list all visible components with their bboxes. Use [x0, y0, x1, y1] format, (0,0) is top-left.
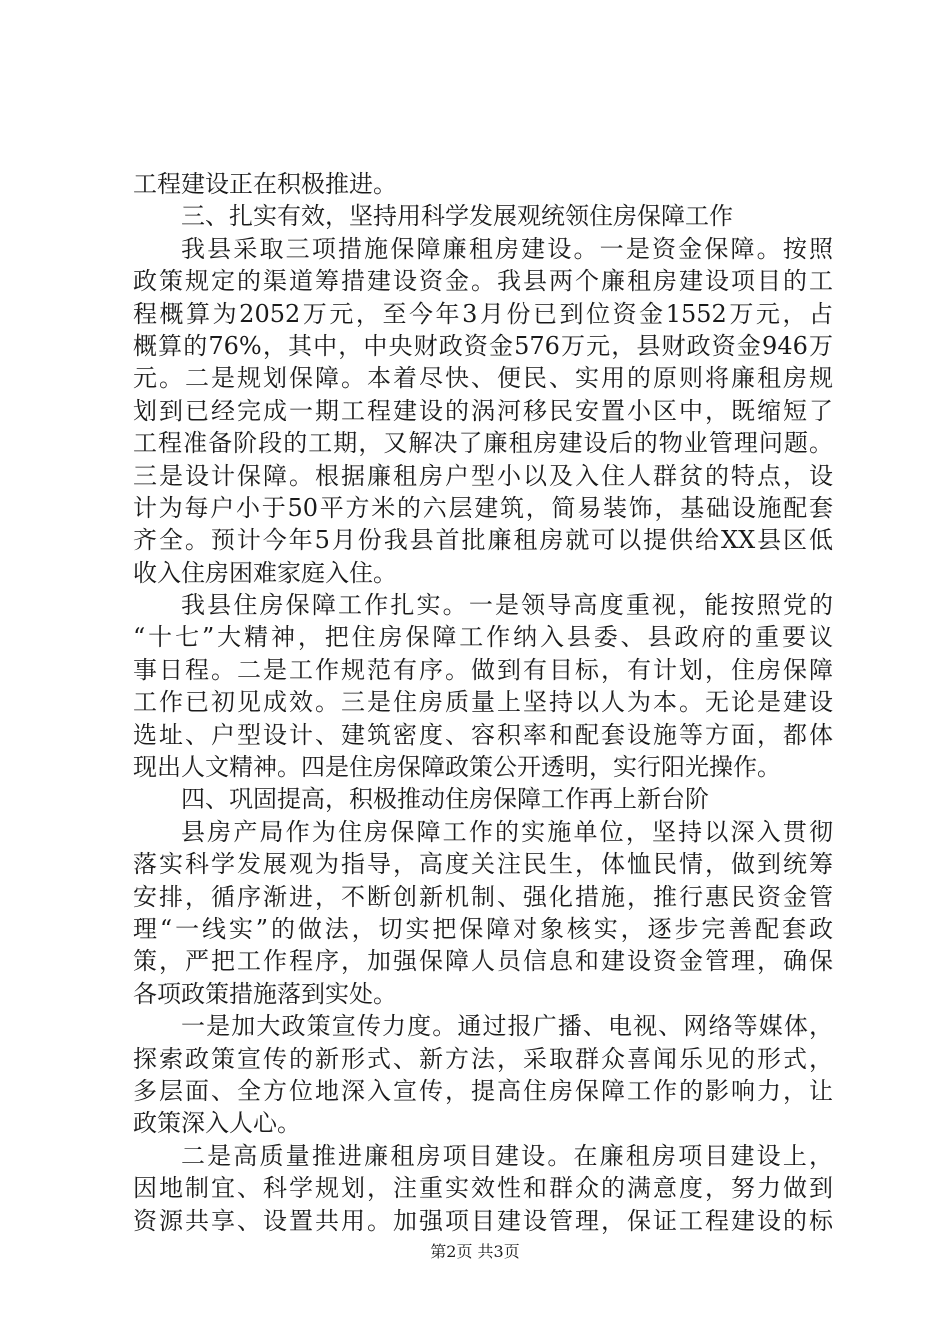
text-line: 三、扎实有效，坚持用科学发展观统领住房保障工作	[181, 202, 733, 231]
text-line: 收入住房困难家庭入住。	[133, 558, 397, 587]
page-footer	[0, 1242, 950, 1262]
text-line: 因地制宜、科学规划，注重实效性和群众的满意度，努力做到	[133, 1174, 833, 1203]
text-line: 三是设计保障。根据廉租房户型小以及入住人群贫的特点，设	[133, 461, 833, 490]
text-line: 事日程。二是工作规范有序。做到有目标，有计划，住房保障	[133, 655, 833, 684]
text-line: 齐全。预计今年5月份我县首批廉租房就可以提供给XX县区低	[133, 526, 833, 555]
text-line: 二是高质量推进廉租房项目建设。在廉租房项目建设上，	[181, 1141, 833, 1170]
text-line: 落实科学发展观为指导，高度关注民生，体恤民情，做到统筹	[133, 850, 833, 879]
text-line: 元。二是规划保障。本着尽快、便民、实用的原则将廉租房规	[133, 364, 833, 393]
text-line: 安排，循序渐进，不断创新机制、强化措施，推行惠民资金管	[133, 882, 833, 911]
text-line: 理“一线实”的做法，切实把保障对象核实，逐步完善配套政	[133, 914, 833, 943]
text-line: 概算的76%，其中，中央财政资金576万元，县财政资金946万	[133, 331, 833, 360]
text-line: 选址、户型设计、建筑密度、容积率和配套设施等方面，都体	[133, 720, 833, 749]
text-line: 策，严把工作程序，加强保障人员信息和建设资金管理，确保	[133, 947, 833, 976]
text-line: 程概算为2052万元，至今年3月份已到位资金1552万元，占	[133, 299, 833, 328]
text-line: 工作已初见成效。三是住房质量上坚持以人为本。无论是建设	[133, 688, 833, 717]
text-line: 县房产局作为住房保障工作的实施单位，坚持以深入贯彻	[181, 817, 833, 846]
text-line: 计为每户小于50平方米的六层建筑，简易装饰，基础设施配套	[133, 493, 833, 522]
text-line: 现出人文精神。四是住房保障政策公开透明，实行阳光操作。	[133, 753, 781, 782]
text-line: 探索政策宣传的新形式、新方法，采取群众喜闻乐见的形式，	[133, 1044, 833, 1073]
text-line: 工程建设正在积极推进。	[133, 170, 397, 198]
text-line: “十七”大精神，把住房保障工作纳入县委、县政府的重要议	[133, 623, 833, 652]
text-line: 工程准备阶段的工期，又解决了廉租房建设后的物业管理问题。	[133, 429, 833, 458]
text-line: 四、巩固提高，积极推动住房保障工作再上新台阶	[181, 785, 709, 814]
document-body	[133, 168, 833, 1237]
text-line: 一是加大政策宣传力度。通过报广播、电视、网络等媒体，	[181, 1012, 833, 1041]
text-line: 政策规定的渠道筹措建设资金。我县两个廉租房建设项目的工	[133, 267, 833, 296]
text-line: 我县采取三项措施保障廉租房建设。一是资金保障。按照	[181, 234, 833, 263]
text-line: 各项政策措施落到实处。	[133, 979, 397, 1008]
page-number-label: 第2页 共3页	[430, 1242, 520, 1261]
text-line: 多层面、全方位地深入宣传，提高住房保障工作的影响力，让	[133, 1076, 833, 1105]
text-line: 划到已经完成一期工程建设的涡河移民安置小区中，既缩短了	[133, 396, 833, 425]
text-line: 资源共享、设置共用。加强项目建设管理，保证工程建设的标	[133, 1206, 833, 1235]
text-line: 我县住房保障工作扎实。一是领导高度重视，能按照党的	[181, 591, 833, 620]
text-line: 政策深入人心。	[133, 1109, 301, 1138]
